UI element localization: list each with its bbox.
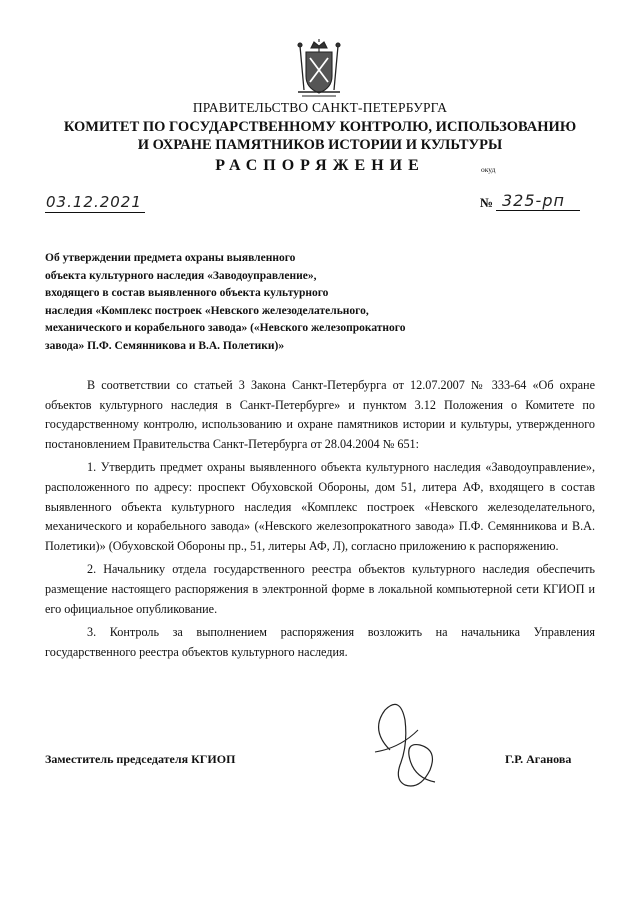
signatory-name: Г.Р. Аганова <box>505 752 572 766</box>
item-2-paragraph: 2. Начальнику отдела государственного реестра объектов культурного наследия обеспечить размещение настоящего распоряжения в электронной форме в локальной компьютерной сети КГИОП и его официальное опубликование. <box>45 562 595 616</box>
handwritten-signature-icon <box>360 690 460 800</box>
item-1-paragraph: 1. Утвердить предмет охраны выявленного объекта культурного наследия «Заводоуправление», расположенного по адресу: проспект Обуховской Обороны, дом 51, литера АФ, входящего в состав выявленного объекта культурного наследия «Комплекс построек «Невского железоделательного, механического и корабельного завода» («Невского железопрокатного завода» П.Ф. Семянникова и В.А. Полетики)» (Обуховской Обороны пр., 51, литеры АФ, Л), согласно приложению к распоряжению. <box>45 460 595 553</box>
committee-title-line-1: КОМИТЕТ ПО ГОСУДАРСТВЕННОМУ КОНТРОЛЮ, ИСПОЛЬЗОВАНИЮ <box>63 119 577 135</box>
okud-label: окуд <box>481 165 496 174</box>
document-number-field <box>480 188 580 212</box>
subject-line: механического и корабельного завода» («Невского железопрокатного <box>45 322 406 334</box>
committee-title <box>0 118 640 154</box>
handwritten-number: 325-рп <box>502 191 565 210</box>
document-subject <box>45 250 485 355</box>
subject-line: Об утверждении предмета охраны выявленного <box>45 252 296 264</box>
subject-line: входящего в состав выявленного объекта культурного <box>45 287 329 299</box>
saint-petersburg-coat-of-arms-icon <box>294 38 344 98</box>
number-underline <box>496 188 580 211</box>
handwritten-date: 03.12.2021 <box>46 193 142 211</box>
subject-line: наследия «Комплекс построек «Невского железоделательного, <box>45 304 369 317</box>
committee-title-line-2: И ОХРАНЕ ПАМЯТНИКОВ ИСТОРИИ И КУЛЬТУРЫ <box>137 137 503 153</box>
document-body <box>45 376 595 662</box>
document-type: РАСПОРЯЖЕНИЕ <box>215 157 425 174</box>
subject-line: завода» П.Ф. Семянникова и В.А. Полетики)» <box>45 339 285 352</box>
date-field <box>45 190 145 213</box>
government-title: ПРАВИТЕЛЬСТВО САНКТ-ПЕТЕРБУРГА <box>192 100 448 115</box>
number-sign: № <box>480 195 494 210</box>
subject-line: объекта культурного наследия «Заводоуправление», <box>45 269 317 282</box>
intro-paragraph: В соответствии со статьей 3 Закона Санкт-Петербурга от 12.07.2007 № 333-64 «Об охране объектов культурного наследия в Санкт-Петербурге» и пунктом 3.12 Положения о Комитете по государственному контролю, использованию и охране памятников истории и культуры, утвержденного постановлением Правительства Санкт-Петербурга от 28.04.2004 № 651: <box>45 378 595 451</box>
signatory-title: Заместитель председателя КГИОП <box>45 752 236 766</box>
item-3-paragraph: 3. Контроль за выполнением распоряжения возложить на начальника Управления государственного реестра объектов культурного наследия. <box>45 625 595 659</box>
